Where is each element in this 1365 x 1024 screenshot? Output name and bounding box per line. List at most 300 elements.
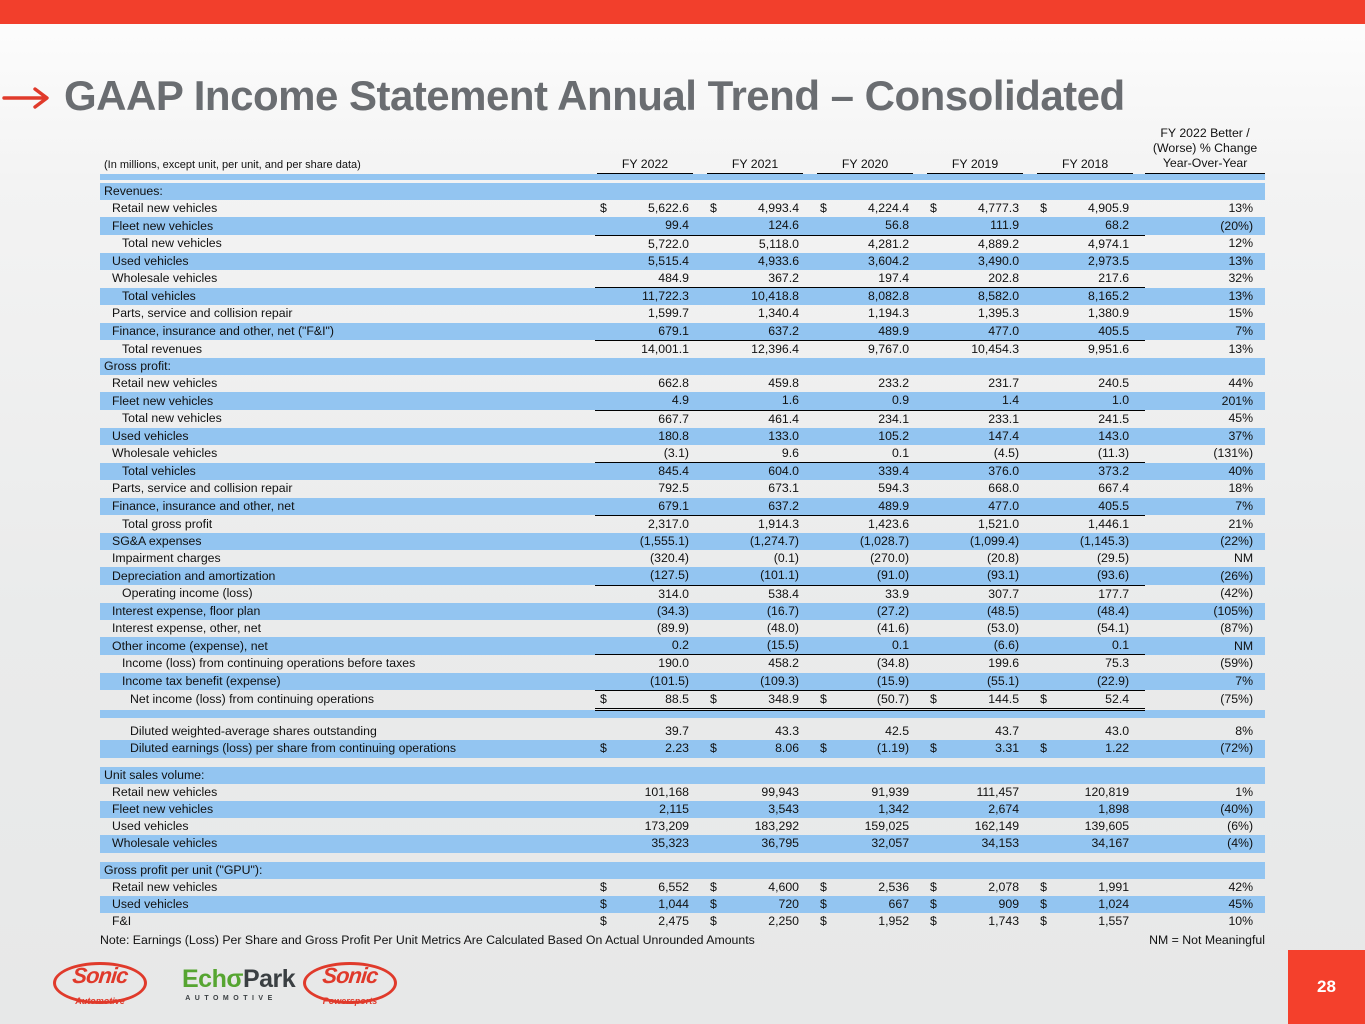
change-cell: (22%) [1220, 534, 1254, 549]
row-label: Finance, insurance and other, net ("F&I") [112, 323, 334, 338]
dollar-sign-cell [815, 305, 835, 322]
dollar-sign-cell: $ [1040, 914, 1047, 929]
value-cell: (22.9) [1055, 673, 1145, 691]
value-cell: 5,722.0 [647, 236, 690, 251]
value-cell: 99,943 [761, 784, 800, 799]
dollar-sign-cell [815, 253, 835, 270]
change-cell: (87%) [1220, 621, 1254, 636]
value-cell [1055, 767, 1145, 784]
dollar-sign-cell: $ [930, 201, 937, 216]
dollar-sign-cell [815, 767, 835, 784]
dollar-sign-cell [925, 784, 945, 801]
value-cell: (109.3) [725, 673, 815, 691]
value-cell: 604.0 [768, 464, 800, 479]
value-cell: 489.9 [835, 498, 925, 516]
value-cell: 1,342 [878, 801, 910, 816]
dollar-sign-cell [705, 655, 725, 673]
column-header-fy2019: FY 2019 [925, 126, 1035, 174]
dollar-sign-cell [925, 603, 945, 620]
dollar-sign-cell [925, 217, 945, 235]
value-cell: 1,557 [1098, 914, 1130, 929]
value-cell: 9,951.6 [1088, 341, 1130, 356]
value-cell: 52.4 [1055, 690, 1145, 709]
echopark-logo [182, 965, 296, 1002]
row-label: Used vehicles [112, 896, 189, 911]
value-cell: 792.5 [658, 481, 690, 496]
dollar-sign-cell [595, 410, 615, 428]
table-row [100, 480, 1265, 497]
table-row [100, 410, 1265, 428]
dollar-sign-cell [815, 498, 835, 516]
dollar-sign-cell [815, 217, 835, 235]
value-cell: (320.4) [650, 551, 690, 566]
dollar-sign-cell [705, 835, 725, 852]
dollar-sign-cell [1035, 288, 1055, 306]
value-cell: (1,274.7) [749, 534, 800, 549]
value-cell: (15.9) [835, 673, 925, 691]
dollar-sign-cell [1035, 463, 1055, 481]
dollar-sign-cell [815, 340, 835, 358]
dollar-sign-cell [815, 585, 835, 603]
row-label: Retail new vehicles [112, 784, 218, 799]
column-header-change: FY 2022 Better / (Worse) % Change Year-Over-Year [1145, 126, 1265, 174]
dollar-sign-cell [925, 358, 945, 375]
dollar-sign-cell [815, 375, 835, 392]
dollar-sign-cell: $ [820, 879, 827, 894]
value-cell: 8,582.0 [978, 289, 1020, 304]
dollar-sign-cell [705, 270, 725, 288]
dollar-sign-cell [1035, 862, 1055, 879]
value-cell: 10,418.8 [751, 289, 800, 304]
value-cell [945, 862, 1035, 879]
dollar-sign-cell [815, 480, 835, 497]
dollar-sign-cell: $ [600, 914, 607, 929]
value-cell: 144.5 [945, 690, 1035, 709]
dollar-sign-cell: $ [710, 201, 717, 216]
table-row [100, 550, 1265, 567]
table-row [100, 428, 1265, 445]
value-cell: (91.0) [835, 567, 925, 585]
table-row [100, 620, 1265, 637]
spacer-cell [100, 758, 1265, 767]
dollar-sign-cell [595, 480, 615, 497]
value-cell: 75.3 [1105, 656, 1130, 671]
value-cell: 459.8 [768, 376, 800, 391]
value-cell: 662.8 [658, 376, 690, 391]
dollar-sign-cell [815, 673, 835, 691]
dollar-sign-cell [705, 603, 725, 620]
value-cell: 673.1 [768, 481, 800, 496]
sonic-powersports-label: Powersports [322, 996, 378, 1006]
value-cell: 1,423.6 [868, 516, 910, 531]
value-cell: 99.4 [615, 217, 705, 235]
value-cell: 667.7 [658, 411, 690, 426]
dollar-sign-cell [705, 673, 725, 691]
dollar-sign-cell [705, 323, 725, 341]
change-cell: (42%) [1220, 586, 1254, 601]
change-cell: 13% [1228, 341, 1254, 356]
row-label: Net income (loss) from continuing operations [130, 692, 374, 707]
table-row [100, 392, 1265, 410]
dollar-sign-cell [1035, 767, 1055, 784]
table-body [100, 174, 1265, 930]
dollar-sign-cell [705, 340, 725, 358]
row-label: Wholesale vehicles [112, 836, 218, 851]
value-cell: 1,898 [1098, 801, 1130, 816]
value-cell: (16.7) [766, 603, 800, 618]
change-cell [1145, 183, 1265, 200]
dollar-sign-cell [815, 655, 835, 673]
dollar-sign-cell [1035, 585, 1055, 603]
change-cell: 7% [1235, 323, 1254, 338]
dollar-sign-cell [705, 183, 725, 200]
spacer-cell [100, 853, 1265, 862]
dollar-sign-cell [815, 533, 835, 550]
value-cell: (34.3) [656, 603, 690, 618]
value-cell [725, 183, 815, 200]
dollar-sign-cell [925, 835, 945, 852]
value-cell: (34.8) [876, 656, 910, 671]
spacer-row [100, 710, 1265, 719]
dollar-sign-cell [595, 533, 615, 550]
value-cell: 11,722.3 [642, 289, 690, 304]
dollar-sign-cell [1035, 620, 1055, 637]
section-label: Unit sales volume: [104, 767, 205, 782]
dollar-sign-cell: $ [820, 914, 827, 929]
dollar-sign-cell [705, 428, 725, 445]
value-cell: 1,914.3 [758, 516, 800, 531]
dollar-sign-cell [595, 217, 615, 235]
section-header-row [100, 862, 1265, 879]
value-cell: (4.5) [945, 445, 1035, 463]
value-cell: 36,795 [761, 836, 800, 851]
value-cell: (48.0) [766, 621, 800, 636]
change-cell: 7% [1235, 673, 1254, 688]
value-cell: 34,167 [1091, 836, 1130, 851]
dollar-sign-cell [595, 270, 615, 288]
table-row [100, 801, 1265, 818]
row-label: Retail new vehicles [112, 201, 218, 216]
value-cell [1055, 358, 1145, 375]
dollar-sign-cell: $ [925, 690, 945, 709]
value-cell: (1.19) [876, 741, 910, 756]
value-cell: (6.6) [945, 637, 1035, 655]
dollar-sign-cell [815, 723, 835, 740]
dollar-sign-cell [815, 410, 835, 428]
dollar-sign-cell [1035, 533, 1055, 550]
value-cell: 91,939 [871, 784, 910, 799]
change-cell: NM [1233, 551, 1254, 566]
value-cell: 458.2 [768, 656, 800, 671]
dollar-sign-cell [815, 428, 835, 445]
value-cell: 202.8 [945, 270, 1035, 288]
value-cell: 667.4 [1098, 481, 1130, 496]
dollar-sign-cell [1035, 603, 1055, 620]
dollar-sign-cell [925, 445, 945, 463]
table-row [100, 637, 1265, 655]
value-cell: 190.0 [658, 656, 690, 671]
table-row [100, 445, 1265, 463]
dollar-sign-cell [705, 784, 725, 801]
dollar-sign-cell [595, 253, 615, 270]
dollar-sign-cell [1035, 480, 1055, 497]
dollar-sign-cell [925, 767, 945, 784]
value-cell: 1,599.7 [647, 306, 690, 321]
value-cell: 0.1 [835, 637, 925, 655]
dollar-sign-cell [595, 375, 615, 392]
table-row [100, 305, 1265, 322]
dollar-sign-cell [925, 723, 945, 740]
row-label: Fleet new vehicles [112, 218, 214, 233]
value-cell: (50.7) [835, 690, 925, 709]
row-label: Finance, insurance and other, net [112, 498, 295, 513]
table-header-row [100, 126, 1265, 174]
dollar-sign-cell [595, 637, 615, 655]
dollar-sign-cell [815, 358, 835, 375]
dollar-sign-cell [705, 801, 725, 818]
dollar-sign-cell [705, 392, 725, 410]
table-row [100, 784, 1265, 801]
echopark-automotive-label: AUTOMOTIVE [185, 995, 277, 1002]
dollar-sign-cell: $ [710, 896, 717, 911]
value-cell: 10,454.3 [971, 341, 1020, 356]
section-header-row [100, 183, 1265, 200]
value-cell: 14,001.1 [641, 341, 690, 356]
row-label: Used vehicles [112, 819, 189, 834]
dollar-sign-cell: $ [710, 914, 717, 929]
spacer-row [100, 758, 1265, 767]
value-cell [945, 358, 1035, 375]
value-cell: 4,993.4 [758, 201, 800, 216]
row-label: SG&A expenses [112, 534, 202, 549]
dollar-sign-cell [815, 463, 835, 481]
dollar-sign-cell [1035, 323, 1055, 341]
value-cell: 9.6 [725, 445, 815, 463]
row-label: Retail new vehicles [112, 879, 218, 894]
row-label: Other income (expense), net [112, 638, 268, 653]
value-cell: 39.7 [665, 724, 690, 739]
dollar-sign-cell [595, 767, 615, 784]
value-cell: 2,250 [768, 914, 800, 929]
dollar-sign-cell [595, 515, 615, 533]
dollar-sign-cell [595, 428, 615, 445]
dollar-sign-cell [925, 585, 945, 603]
section-header-row [100, 358, 1265, 375]
dollar-sign-cell [705, 585, 725, 603]
dollar-sign-cell [925, 620, 945, 637]
dollar-sign-cell [815, 637, 835, 655]
row-label: Impairment charges [112, 551, 221, 566]
table-row [100, 270, 1265, 288]
dollar-sign-cell [595, 498, 615, 516]
dollar-sign-cell [815, 818, 835, 835]
value-cell: (53.0) [986, 621, 1020, 636]
dollar-sign-cell [815, 323, 835, 341]
value-cell: 4,777.3 [978, 201, 1020, 216]
table-row [100, 533, 1265, 550]
value-cell: 233.1 [988, 411, 1020, 426]
value-cell: 637.2 [725, 498, 815, 516]
dollar-sign-cell [1035, 801, 1055, 818]
value-cell: (270.0) [870, 551, 910, 566]
change-cell: 18% [1228, 481, 1254, 496]
value-cell: 133.0 [768, 428, 800, 443]
dollar-sign-cell: $ [710, 879, 717, 894]
spacer-cell [100, 710, 1265, 719]
value-cell: 173,209 [644, 819, 690, 834]
change-cell: 8% [1235, 724, 1254, 739]
value-cell: 33.9 [885, 586, 910, 601]
dollar-sign-cell [595, 567, 615, 585]
value-cell: 0.2 [615, 637, 705, 655]
sonic-powersports-logo [303, 960, 397, 1008]
dollar-sign-cell: $ [595, 690, 615, 709]
dollar-sign-cell: $ [820, 896, 827, 911]
table-row [100, 655, 1265, 673]
dollar-sign-cell [705, 862, 725, 879]
value-cell: 4,974.1 [1088, 236, 1130, 251]
dollar-sign-cell [815, 835, 835, 852]
value-cell: 34,153 [981, 836, 1020, 851]
dollar-sign-cell [705, 515, 725, 533]
dollar-sign-cell [705, 498, 725, 516]
change-cell: 201% [1221, 393, 1254, 408]
row-label: Total new vehicles [122, 236, 222, 251]
change-cell [1145, 358, 1265, 375]
value-cell: 8,082.8 [868, 289, 910, 304]
table-row [100, 835, 1265, 852]
value-cell [835, 183, 925, 200]
value-cell: (27.2) [876, 603, 910, 618]
dollar-sign-cell [925, 801, 945, 818]
dollar-sign-cell [925, 428, 945, 445]
value-cell: 88.5 [615, 690, 705, 709]
dollar-sign-cell [1035, 567, 1055, 585]
row-label: Income (loss) from continuing operations before taxes [122, 656, 416, 671]
value-cell: (54.1) [1096, 621, 1130, 636]
dollar-sign-cell [815, 620, 835, 637]
value-cell: 1.4 [945, 392, 1035, 410]
page-number-badge [1288, 950, 1365, 1024]
change-cell: (6%) [1227, 819, 1254, 834]
table-row [100, 913, 1265, 930]
dollar-sign-cell [705, 217, 725, 235]
dollar-sign-cell [1035, 655, 1055, 673]
value-cell: (11.3) [1055, 445, 1145, 463]
value-cell: 461.4 [768, 411, 800, 426]
change-cell: 10% [1228, 914, 1254, 929]
value-cell: 3.31 [995, 741, 1020, 756]
value-cell: 2,536 [878, 879, 910, 894]
value-cell: (15.5) [725, 637, 815, 655]
row-label: Interest expense, other, net [112, 621, 262, 636]
value-cell: 5,118.0 [758, 236, 800, 251]
dollar-sign-cell [925, 235, 945, 253]
dollar-sign-cell [925, 818, 945, 835]
dollar-sign-cell [1035, 410, 1055, 428]
dollar-sign-cell [1035, 673, 1055, 691]
value-cell: 314.0 [658, 586, 690, 601]
row-label: Total vehicles [122, 464, 196, 478]
value-cell: 477.0 [945, 498, 1035, 516]
dollar-sign-cell [595, 585, 615, 603]
change-cell: (75%) [1220, 692, 1254, 707]
value-cell [945, 183, 1035, 200]
value-cell: 5,622.6 [647, 201, 690, 216]
value-cell: 1,380.9 [1088, 306, 1130, 321]
table-row [100, 253, 1265, 270]
row-label: Depreciation and amortization [112, 568, 276, 583]
value-cell [615, 767, 705, 784]
value-cell: 32,057 [871, 836, 910, 851]
value-cell: 1,340.4 [758, 306, 800, 321]
table-row [100, 515, 1265, 533]
dollar-sign-cell [595, 463, 615, 481]
dollar-sign-cell [595, 445, 615, 463]
dollar-sign-cell [1035, 445, 1055, 463]
change-cell: (131%) [1213, 446, 1254, 461]
value-cell [835, 862, 925, 879]
value-cell: 199.6 [988, 656, 1020, 671]
value-cell: 376.0 [988, 464, 1020, 479]
value-cell: 307.7 [988, 586, 1020, 601]
row-label: Diluted earnings (loss) per share from continuing operations [130, 741, 457, 756]
dollar-sign-cell [595, 323, 615, 341]
change-cell: (59%) [1220, 656, 1254, 671]
value-cell: 1,521.0 [978, 516, 1020, 531]
section-label: Gross profit: [104, 359, 171, 374]
dollar-sign-cell [705, 480, 725, 497]
change-cell: 21% [1228, 516, 1254, 531]
dollar-sign-cell [815, 550, 835, 567]
table-row [100, 498, 1265, 516]
value-cell: 2,317.0 [647, 516, 690, 531]
row-label: Interest expense, floor plan [112, 603, 261, 618]
row-label: Parts, service and collision repair [112, 481, 293, 496]
dollar-sign-cell [1035, 392, 1055, 410]
dollar-sign-cell [595, 305, 615, 322]
value-cell: 348.9 [725, 690, 815, 709]
value-cell: 1,194.3 [868, 306, 910, 321]
dollar-sign-cell [595, 835, 615, 852]
table-row [100, 235, 1265, 253]
value-cell: 2,078 [988, 879, 1020, 894]
value-cell: (101.1) [725, 567, 815, 585]
dollar-sign-cell [815, 784, 835, 801]
dollar-sign-cell: $ [710, 741, 717, 756]
dollar-sign-cell [815, 515, 835, 533]
page-title: GAAP Income Statement Annual Trend – Consolidated [64, 72, 1125, 119]
dollar-sign-cell [595, 673, 615, 691]
dollar-sign-cell [815, 862, 835, 879]
value-cell: 0.1 [1055, 637, 1145, 655]
value-cell: 367.2 [725, 270, 815, 288]
dollar-sign-cell [705, 620, 725, 637]
value-cell: 720 [778, 896, 800, 911]
dollar-sign-cell [925, 862, 945, 879]
table-row [100, 740, 1265, 757]
value-cell [615, 862, 705, 879]
dollar-sign-cell [1035, 217, 1055, 235]
value-cell [615, 183, 705, 200]
change-cell: (105%) [1213, 603, 1254, 618]
dollar-sign-cell [705, 567, 725, 585]
dollar-sign-cell [925, 533, 945, 550]
dollar-sign-cell [925, 480, 945, 497]
dollar-sign-cell [925, 375, 945, 392]
dollar-sign-cell [1035, 235, 1055, 253]
dollar-sign-cell [925, 253, 945, 270]
